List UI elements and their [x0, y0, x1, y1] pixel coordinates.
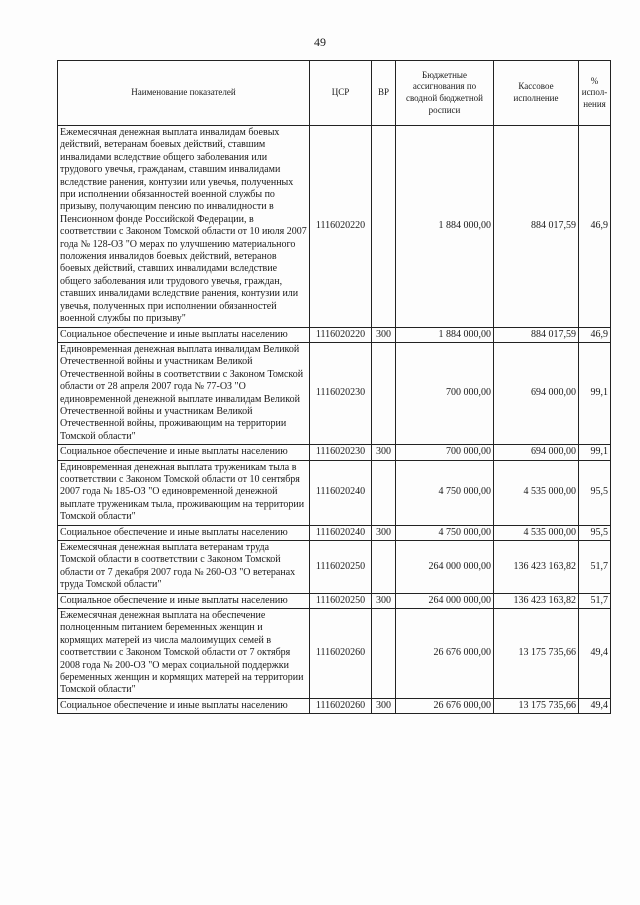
cell-vr: 300: [372, 525, 396, 540]
cell-cash: 694 000,00: [494, 445, 579, 460]
table-row: [58, 126, 611, 328]
cell-cash: 884 017,59: [494, 327, 579, 342]
cell-csr: 1116020230: [310, 445, 372, 460]
cell-name: Ежемесячная денежная выплата на обеспечение полноценным питанием беременных женщин и кормящих матерей из числа малоимущих семей в соответствии с Законом Томской области от 7 октября 2008 года № 200-ОЗ "О мерах социальной поддержки беременных женщин и кормящих матерей на территории Томской области": [58, 609, 310, 699]
cell-pct: 49,4: [579, 698, 611, 713]
cell-csr: 1116020230: [310, 342, 372, 444]
header-row: [58, 61, 611, 126]
cell-pct: 46,9: [579, 327, 611, 342]
cell-pct: 51,7: [579, 541, 611, 594]
cell-cash: 884 017,59: [494, 126, 579, 328]
cell-csr: 1116020220: [310, 327, 372, 342]
cell-csr: 1116020260: [310, 609, 372, 699]
cell-csr: 1116020250: [310, 541, 372, 594]
page-number: 49: [314, 35, 326, 49]
cell-vr: 300: [372, 593, 396, 608]
cell-cash: 136 423 163,82: [494, 593, 579, 608]
cell-plan: 700 000,00: [396, 445, 494, 460]
cell-cash: 4 535 000,00: [494, 460, 579, 525]
cell-csr: 1116020240: [310, 525, 372, 540]
table-row: [58, 445, 611, 460]
cell-cash: 13 175 735,66: [494, 698, 579, 713]
table-body: [58, 126, 611, 714]
budget-table: [57, 60, 611, 714]
cell-vr: 300: [372, 698, 396, 713]
cell-cash: 694 000,00: [494, 342, 579, 444]
cell-name: Единовременная денежная выплата инвалидам Великой Отечественной войны и участникам Великой Отечественной войны в соответствии с Законом Томской области от 28 апреля 2007 года № 77-ОЗ "О единовременной денежной выплате инвалидам Великой Отечественной войны и участникам Великой Отечественной войны, проживающим на территории Томской области": [58, 342, 310, 444]
cell-plan: 700 000,00: [396, 342, 494, 444]
cell-plan: 1 884 000,00: [396, 327, 494, 342]
cell-cash: 13 175 735,66: [494, 609, 579, 699]
cell-name: Единовременная денежная выплата труженикам тыла в соответствии с Законом Томской области от 10 сентября 2007 года № 185-ОЗ "О единовременной денежной выплате труженикам тыла, проживающим на территории Томской области": [58, 460, 310, 525]
cell-pct: 95,5: [579, 525, 611, 540]
cell-plan: 1 884 000,00: [396, 126, 494, 328]
cell-plan: 26 676 000,00: [396, 609, 494, 699]
cell-name: Социальное обеспечение и иные выплаты населению: [58, 445, 310, 460]
cell-plan: 264 000 000,00: [396, 593, 494, 608]
cell-vr: 300: [372, 445, 396, 460]
cell-name: Социальное обеспечение и иные выплаты населению: [58, 593, 310, 608]
cell-vr: [372, 126, 396, 328]
table-row: [58, 698, 611, 713]
header-csr: ЦСР: [310, 61, 372, 126]
table-row: [58, 593, 611, 608]
header-plan: Бюджетные ассигнования по сводной бюджетной росписи: [396, 61, 494, 126]
cell-name: Ежемесячная денежная выплата инвалидам боевых действий, ветеранам боевых действий, ставшим инвалидами вследствие общего заболевания или трудового увечья, гражданам, ставшим инвалидами вследствие ранения, контузии или увечья, полученных при исполнении обязанностей военной службы по призыву, получающим пенсию по инвалидности в Пенсионном фонде Российской Федерации, в соответствии с Законом Томской области от 10 июля 2007 года № 128-ОЗ "О мерах по улучшению материального положения инвалидов боевых действий, ветеранов боевых действий, ставших инвалидами вследствие общего заболевания или трудового увечья, граждан, ставших инвалидами вследствие ранения, контузии или увечья, полученных при исполнении обязанностей военной службы по призыву": [58, 126, 310, 328]
cell-cash: 4 535 000,00: [494, 525, 579, 540]
cell-plan: 4 750 000,00: [396, 525, 494, 540]
cell-vr: [372, 541, 396, 594]
header-vr: ВР: [372, 61, 396, 126]
cell-vr: [372, 460, 396, 525]
table-row: [58, 525, 611, 540]
header-cash: Кассовое исполнение: [494, 61, 579, 126]
header-pct: % испол-нения: [579, 61, 611, 126]
cell-pct: 46,9: [579, 126, 611, 328]
cell-pct: 99,1: [579, 342, 611, 444]
cell-csr: 1116020240: [310, 460, 372, 525]
cell-name: Социальное обеспечение и иные выплаты населению: [58, 525, 310, 540]
cell-pct: 51,7: [579, 593, 611, 608]
cell-cash: 136 423 163,82: [494, 541, 579, 594]
cell-pct: 49,4: [579, 609, 611, 699]
table-row: [58, 541, 611, 594]
cell-vr: 300: [372, 327, 396, 342]
cell-name: Ежемесячная денежная выплата ветеранам труда Томской области в соответствии с Законом Томской области от 7 декабря 2007 года № 260-ОЗ "О ветеранах труда Томской области": [58, 541, 310, 594]
cell-csr: 1116020260: [310, 698, 372, 713]
cell-pct: 95,5: [579, 460, 611, 525]
table-row: [58, 342, 611, 444]
table-row: [58, 460, 611, 525]
cell-csr: 1116020250: [310, 593, 372, 608]
cell-plan: 4 750 000,00: [396, 460, 494, 525]
cell-pct: 99,1: [579, 445, 611, 460]
cell-plan: 264 000 000,00: [396, 541, 494, 594]
cell-vr: [372, 609, 396, 699]
table-row: [58, 327, 611, 342]
cell-name: Социальное обеспечение и иные выплаты населению: [58, 698, 310, 713]
cell-name: Социальное обеспечение и иные выплаты населению: [58, 327, 310, 342]
cell-plan: 26 676 000,00: [396, 698, 494, 713]
table-header: [58, 61, 611, 126]
cell-vr: [372, 342, 396, 444]
header-name: Наименование показателей: [58, 61, 310, 126]
cell-csr: 1116020220: [310, 126, 372, 328]
table-row: [58, 609, 611, 699]
